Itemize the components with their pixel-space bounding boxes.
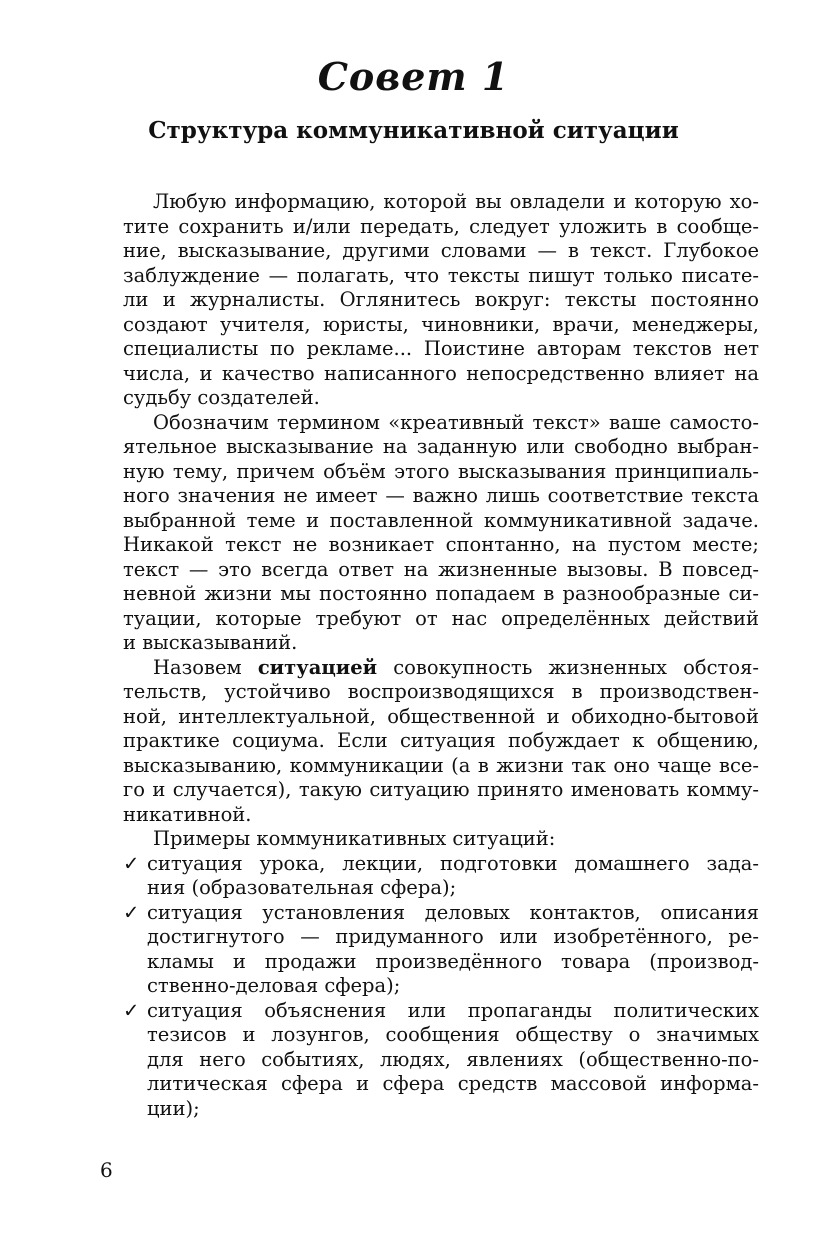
body-text xyxy=(123,190,759,1121)
text-line: создают учителя, юристы, чиновники, врачи, менеджеры, xyxy=(123,312,759,336)
text-fragment: совокупность жизненных обстоя- xyxy=(377,655,759,679)
text-line: тите сохранить и/или передать, следует уложить в сообще- xyxy=(123,214,759,238)
text-line: ную тему, причем объём этого высказывания принципиаль- xyxy=(123,459,759,483)
paragraph-1 xyxy=(123,190,759,411)
text-line: тельств, устойчиво воспроизводящихся в производствен- xyxy=(123,680,759,703)
text-line: специалисты по рекламе... Поистине авторам текстов нет xyxy=(123,337,759,360)
text-line: практике социума. Если ситуация побуждает к общению, xyxy=(123,729,759,752)
text-line: ситуация объяснения или пропаганды политических xyxy=(147,998,759,1022)
text-line: Любую информацию, которой вы овладели и которую хо- xyxy=(153,190,759,213)
text-line: и высказываний. xyxy=(123,631,298,654)
text-line: ситуация установления деловых контактов, описания xyxy=(147,900,759,924)
list-item xyxy=(123,852,759,901)
text-line: никативной. xyxy=(123,802,252,826)
paragraph-4 xyxy=(123,827,759,852)
text-line: литическая сфера и сфера средств массовой информа- xyxy=(147,1072,759,1095)
text-line: ной, интеллектуальной, общественной и обиходно-бытовой xyxy=(123,704,759,728)
text-fragment: Назовем xyxy=(153,655,258,679)
checkmark-icon: ✓ xyxy=(123,851,140,875)
paragraph-3 xyxy=(123,656,759,828)
text-line: ситуация урока, лекции, подготовки домашнего зада- xyxy=(147,851,759,875)
text-line: Примеры коммуникативных ситуаций: xyxy=(153,827,556,850)
checkmark-icon: ✓ xyxy=(123,998,140,1022)
chapter-heading: Совет 1 xyxy=(317,54,510,99)
text-line: ственно-деловая сфера); xyxy=(147,974,401,997)
text-line: кламы и продажи произведённого товара (производ- xyxy=(147,949,759,973)
text-line: ного значения не имеет — важно лишь соответствие текста xyxy=(123,484,759,507)
term-situation: ситуацией xyxy=(257,655,378,679)
text-line: судьбу создателей. xyxy=(123,386,320,409)
text-line: Обозначим термином «креативный текст» ваше самосто- xyxy=(153,410,759,434)
section-title: Структура коммуникативной ситуации xyxy=(148,117,679,144)
text-line: ния (образовательная сфера); xyxy=(147,876,457,899)
text-line: туации, которые требуют от нас определённых действий xyxy=(123,606,759,630)
text-line: ние, высказывание, другими словами — в текст. Глубокое xyxy=(123,239,759,262)
text-line: го и случается), такую ситуацию принято именовать комму- xyxy=(123,778,759,801)
paragraph-2 xyxy=(123,411,759,656)
text-line xyxy=(123,656,759,681)
text-line: высказыванию, коммуникации (а в жизни так оно чаще все- xyxy=(123,753,759,777)
text-line: числа, и качество написанного непосредственно влияет на xyxy=(123,361,759,385)
page-number: 6 xyxy=(100,1158,113,1182)
text-line: выбранной теме и поставленной коммуникативной задаче. xyxy=(123,508,759,532)
text-line: невной жизни мы постоянно попадаем в разнообразные си- xyxy=(123,582,759,605)
text-line: ли и журналисты. Оглянитесь вокруг: тексты постоянно xyxy=(123,288,759,311)
text-line: тезисов и лозунгов, сообщения обществу о значимых xyxy=(147,1023,759,1046)
text-line: Никакой текст не возникает спонтанно, на пустом месте; xyxy=(123,533,759,556)
text-line: для него событиях, людях, явлениях (общественно-по- xyxy=(147,1047,759,1071)
text-line: текст — это всегда ответ на жизненные вызовы. В повсед- xyxy=(123,557,759,581)
list-item xyxy=(123,999,759,1122)
text-line: ции); xyxy=(147,1096,200,1120)
checkmark-icon: ✓ xyxy=(123,900,140,924)
text-line: ятельное высказывание на заданную или свободно выбран- xyxy=(123,435,759,458)
text-line: достигнутого — придуманного или изобретённого, ре- xyxy=(147,925,759,948)
list-item xyxy=(123,901,759,999)
text-line: заблуждение — полагать, что тексты пишут только писате- xyxy=(123,263,759,287)
